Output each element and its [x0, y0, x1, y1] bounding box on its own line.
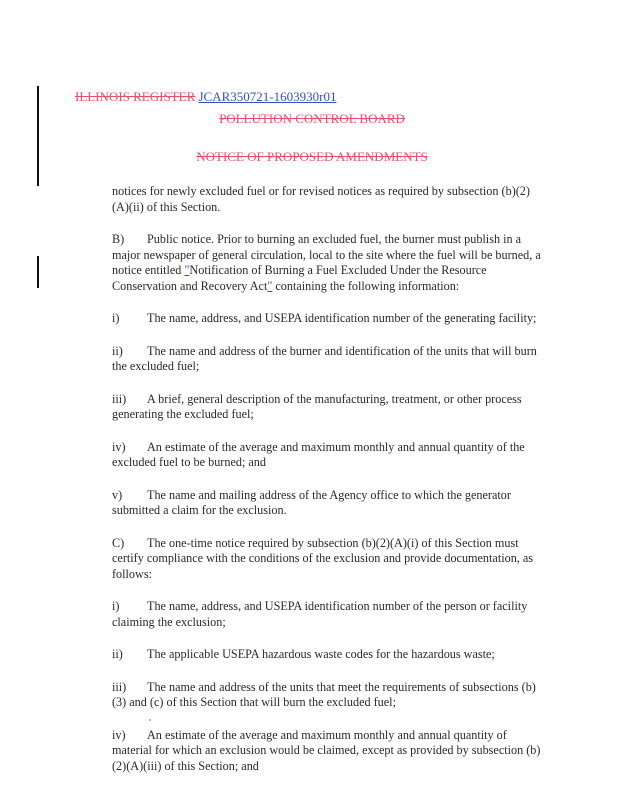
notice-title-text: NOTICE OF PROPOSED AMENDMENTS — [196, 149, 428, 164]
paragraph-label: iv) — [112, 727, 126, 742]
paragraph-text: An estimate of the average and maximum monthly and annual quantity of material for which an exclusion would be claimed, except as provided by subsection (b)(2)(A)(iii) of this Section; and — [112, 727, 541, 773]
paragraph-text: A brief, general description of the manufacturing, treatment, or other process generating the excluded fuel; — [112, 391, 522, 421]
inserted-quote-mark: " — [267, 278, 273, 293]
paragraph-text: The name, address, and USEPA identification number of the generating facility; — [147, 311, 537, 325]
paragraph — [112, 184, 542, 215]
inserted-quote-mark: " — [184, 263, 190, 277]
paragraph-label: iii) — [112, 391, 127, 406]
paragraph-label: iv) — [112, 439, 126, 454]
paragraph — [112, 440, 542, 471]
change-bar — [37, 256, 39, 288]
paragraph-label: ii) — [112, 647, 123, 661]
paragraph-label: C) — [112, 535, 125, 550]
paragraph-text: The name and address of the units that meet the requirements of subsections (b)(3) and (c) of this Section that will burn the excluded fuel; — [112, 679, 536, 709]
board-title — [0, 111, 624, 126]
paragraph-label: iii) — [112, 679, 127, 694]
paragraph-text: An estimate of the average and maximum monthly and annual quantity of the excluded fuel to be burned; and — [112, 439, 525, 469]
paragraph — [112, 647, 542, 663]
paragraph-text: The applicable USEPA hazardous waste codes for the hazardous waste; — [147, 647, 495, 661]
document-body — [112, 184, 542, 791]
paragraph-text: The name, address, and USEPA identification number of the person or facility claiming the exclusion; — [112, 599, 528, 629]
paragraph — [112, 680, 542, 711]
paragraph-label: i) — [112, 311, 120, 325]
paragraph — [112, 232, 542, 294]
paragraph — [112, 344, 542, 375]
paragraph-label: i) — [112, 599, 120, 613]
paragraph-label: B) — [112, 232, 125, 246]
notice-title — [0, 149, 624, 164]
paragraph-label: v) — [112, 487, 123, 502]
paragraph-text: The one-time notice required by subsection (b)(2)(A)(i) of this Section must certify compliance with the conditions of the exclusion and provide documentation, as follows: — [112, 535, 534, 581]
paragraph — [112, 536, 542, 583]
paragraph-text: notices for newly excluded fuel or for revised notices as required by subsection (b)(2)(A)(ii) of this Section. — [112, 184, 530, 214]
paragraph — [112, 311, 542, 327]
change-bar — [37, 86, 39, 186]
register-header — [75, 89, 336, 104]
board-title-text: POLLUTION CONTROL BOARD — [219, 111, 405, 126]
register-inserted: JCAR350721-1603930r01 — [198, 89, 337, 104]
scan-speck — [149, 719, 151, 721]
paragraph-text: The name and mailing address of the Agency office to which the generator submitted a claim for the exclusion. — [112, 487, 511, 517]
paragraph — [112, 728, 542, 775]
paragraph — [112, 488, 542, 519]
paragraph — [112, 599, 542, 630]
paragraph-label: ii) — [112, 343, 123, 358]
paragraph-text: Public notice. Prior to burning an excluded fuel, the burner must publish in a major newspaper of general circulation, local to the site where the fuel will be burned, a notice entitled — [112, 232, 541, 277]
register-deleted: ILLINOIS REGISTER — [75, 89, 196, 104]
notice-title-quote: Notification of Burning a Fuel Excluded Under the Resource Conservation and Recovery Act — [112, 263, 487, 293]
paragraph-text: The name and address of the burner and identification of the units that will burn the excluded fuel; — [112, 343, 537, 373]
paragraph-text: containing the following information: — [272, 278, 460, 293]
paragraph — [112, 392, 542, 423]
